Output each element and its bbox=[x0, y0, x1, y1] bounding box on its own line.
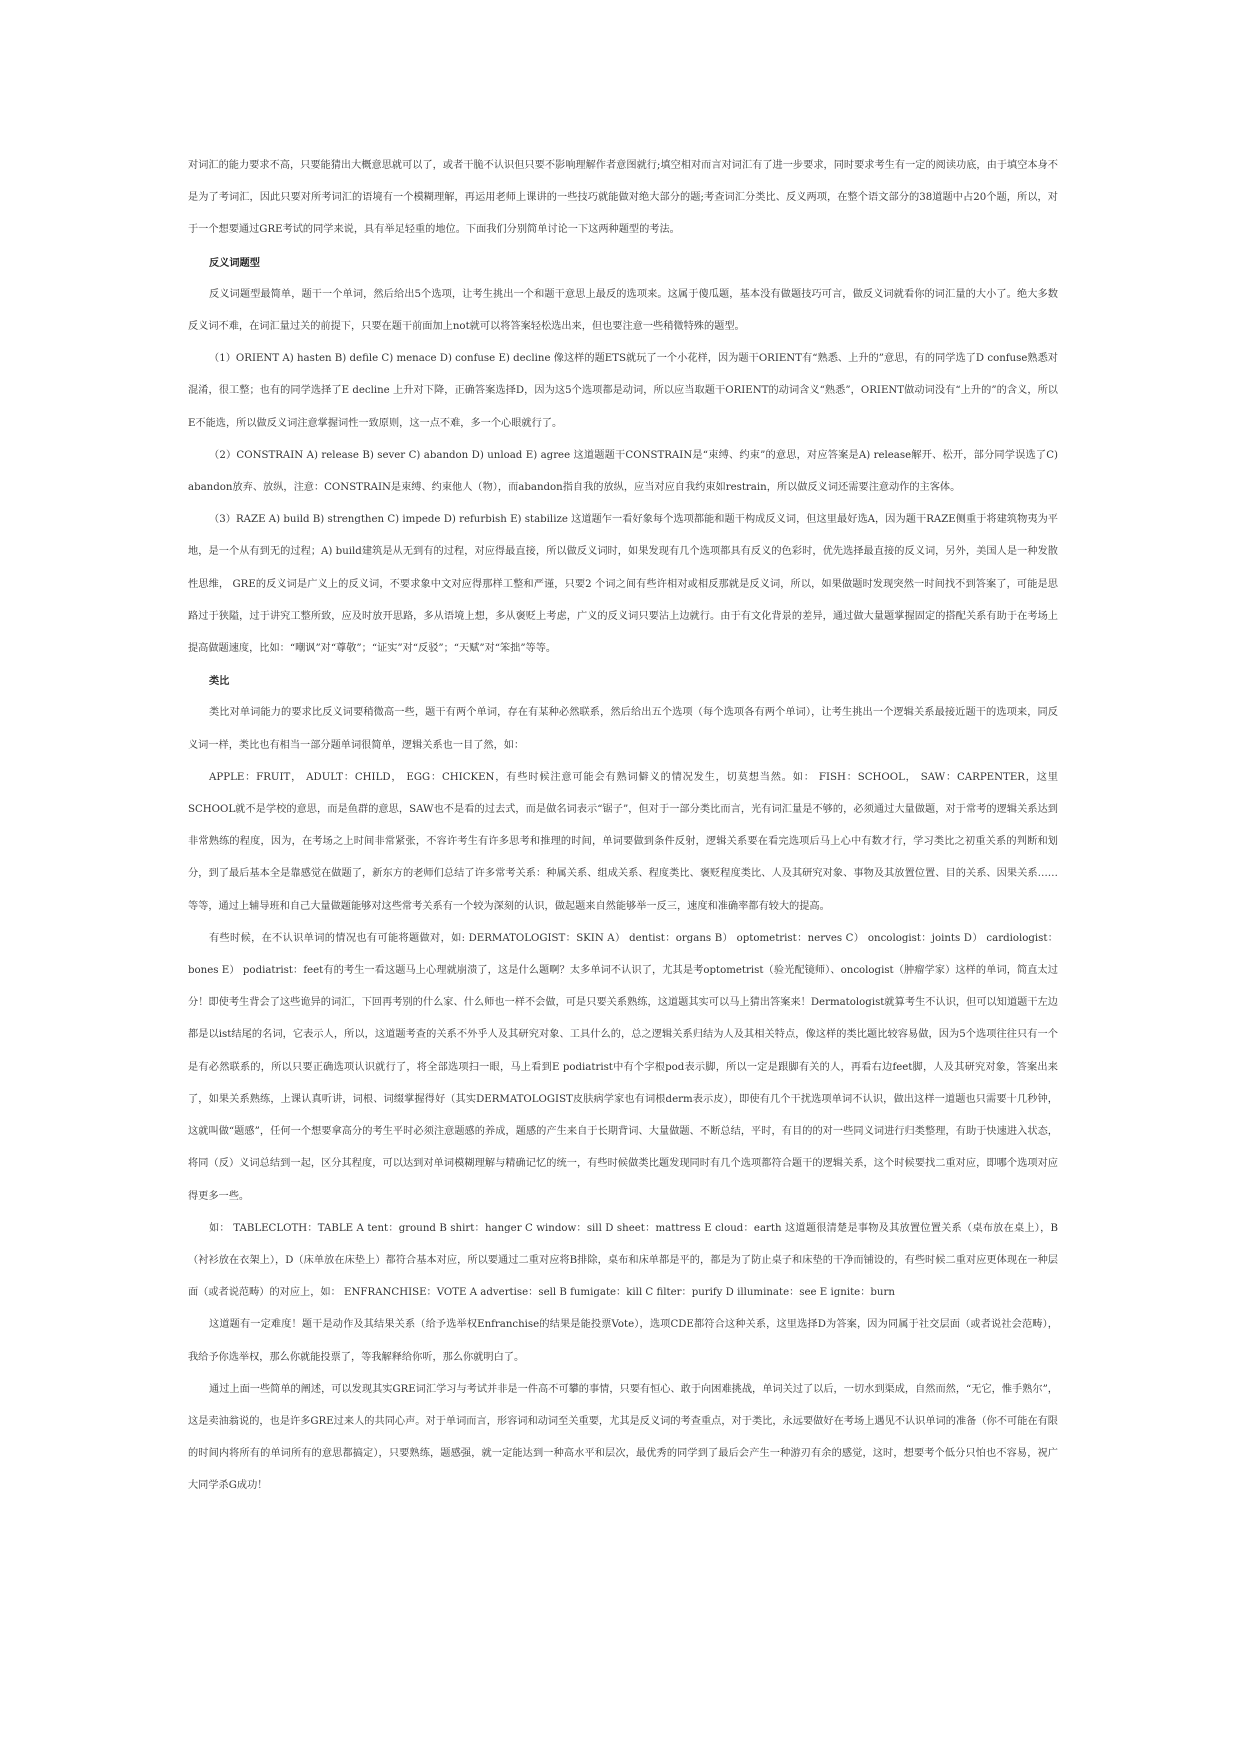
conclusion-paragraph: 通过上面一些简单的阐述，可以发现其实GRE词汇学习与考试并非是一件高不可攀的事情，只要有恒心、敢于向困难挑战，单词关过了以后，一切水到渠成，自然而然，“无它，惟手熟尔”，这是卖油翁说的，也是许多GRE过来人的共同心声。对于单词而言，形容词和动词至关重要，尤其是反义词的考查重点，对于类比，永远要做好在考场上遇见不认识单词的准备（你不可能在有限的时间内将所有的单词所有的意思都搞定），只要熟练，题感强，就一定能达到一种高水平和层次，最优秀的同学到了最后会产生一种游刃有余的感觉，这时，想要考个低分只怕也不容易，祝广大同学杀G成功！ bbox=[188, 1383, 1058, 1492]
analogy-tablecloth-paragraph: 如： TABLECLOTH：TABLE A tent：ground B shirt：hanger C window：sill D sheet：mattress E cloud：earth 这道题很清楚是事物及其放置位置关系（桌布放在桌上），B（衬衫放在衣架上），D（床单放在床垫上）都符合基本对应，所以要通过二重对应将B排除，桌布和床单都是平的，都是为了防止桌子和床垫的干净而铺设的，有些时候二重对应更体现在一种层面（或者说范畴）的对应上，如： ENFRANCHISE：VOTE A advertise：sell B fumigate：kill C filter：purify D illuminate：see E ignite：burn bbox=[188, 1222, 1058, 1299]
document-body bbox=[188, 150, 1058, 1503]
analogy-dermatologist-paragraph: 有些时候，在不认识单词的情况也有可能将题做对，如: DERMATOLOGIST：SKIN A） dentist：organs B） optometrist：nerves C） oncologist：joints D） cardiologist：bones E） podiatrist：feet有的考生一看这题马上心理就崩溃了，这是什么题啊？太多单词不认识了，尤其是考optometrist（验光配镜师）、oncologist（肿瘤学家）这样的单词，简直太过分！即使考生背会了这些诡异的词汇，下回再考别的什么家、什么师也一样不会做，可是只要关系熟练，这道题其实可以马上猜出答案来！Dermatologist就算考生不认识，但可以知道题干左边都是以ist结尾的名词，它表示人，所以，这道题考查的关系不外乎人及其研究对象、工具什么的，总之逻辑关系归结为人及其相关特点，像这样的类比题比较容易做，因为5个选项往往只有一个是有必然联系的，所以只要正确选项认识就行了，将全部选项扫一眼，马上看到E podiatrist中有个字根pod表示脚，所以一定是跟脚有关的人，再看右边feet脚，人及其研究对象，答案出来了，如果关系熟练，上课认真听讲，词根、词缀掌握得好（其实DERMATOLOGIST皮肤病学家也有词根derm表示皮），即使有几个干扰选项单词不认识，做出这样一道题也只需要十几秒钟，这就叫做“题感”，任何一个想要拿高分的考生平时必须注意题感的养成，题感的产生来自于长期背词、大量做题、不断总结，平时，有目的的对一些同义词进行归类整理，有助于快速进入状态，将同（反）义词总结到一起，区分其程度，可以达到对单词模糊理解与精确记忆的统一，有些时候做类比题发现同时有几个选项都符合题干的逻辑关系，这个时候要找二重对应，即哪个选项对应得更多一些。 bbox=[188, 932, 1058, 1202]
section-heading-analogy: 类比 bbox=[209, 675, 230, 688]
section-heading-antonym: 反义词题型 bbox=[209, 256, 260, 269]
antonym-example-1: （1）ORIENT A) hasten B) defile C) menace D) confuse E) decline 像这样的题ETS就玩了一个小花样，因为题干ORIENT有“熟悉、上升的”意思，有的同学选了D confuse熟悉对混淆，很工整；也有的同学选择了E decline 上升对下降，正确答案选择D，因为这5个选项都是动词，所以应当取题干ORIENT的动词含义“熟悉”，ORIENT做动词没有“上升的”的含义，所以E不能选，所以做反义词注意掌握词性一致原则，这一点不难，多一个心眼就行了。 bbox=[188, 353, 1058, 429]
intro-paragraph: 对词汇的能力要求不高，只要能猜出大概意思就可以了，或者干脆不认识但只要不影响理解作者意图就行;填空相对而言对词汇有了进一步要求，同时要求考生有一定的阅读功底，由于填空本身不是为了考词汇，因此只要对所考词汇的语境有一个模糊理解，再运用老师上课讲的一些技巧就能做对绝大部分的题;考查词汇分类比、反义两项，在整个语文部分的38道题中占20个题，所以，对于一个想要通过GRE考试的同学来说，具有举足轻重的地位。下面我们分别简单讨论一下这两种题型的考法。 bbox=[188, 160, 1058, 236]
antonym-example-2: （2）CONSTRAIN A) release B) sever C) abandon D) unload E) agree 这道题题干CONSTRAIN是“束缚、约束”的意思，对应答案是A) release解开、松开，部分同学误选了C) abandon放弃、放纵，注意：CONSTRAIN是束缚、约束他人（物），而abandon指自我的放纵，应当对应自我约束如restrain，所以做反义词还需要注意动作的主客体。 bbox=[188, 449, 1058, 494]
antonym-intro-paragraph: 反义词题型最简单，题干一个单词，然后给出5个选项，让考生挑出一个和题干意思上最反的选项来。这属于傻瓜题，基本没有做题技巧可言，做反义词就看你的词汇量的大小了。绝大多数反义词不难，在词汇量过关的前提下，只要在题干前面加上not就可以将答案轻松选出来，但也要注意一些稍微特殊的题型。 bbox=[188, 288, 1058, 333]
analogy-examples-paragraph: APPLE：FRUIT， ADULT：CHILD， EGG：CHICKEN，有些时候注意可能会有熟词僻义的情况发生，切莫想当然。如： FISH：SCHOOL， SAW：CARPENTER，这里SCHOOL就不是学校的意思，而是鱼群的意思，SAW也不是看的过去式，而是做名词表示“锯子”，但对于一部分类比而言，光有词汇量是不够的，必须通过大量做题，对于常考的逻辑关系达到非常熟练的程度，因为，在考场之上时间非常紧张，不容许考生有许多思考和推理的时间，单词要做到条件反射，逻辑关系要在看完选项后马上心中有数才行，学习类比之初重关系的判断和划分，到了最后基本全是靠感觉在做题了，新东方的老师们总结了许多常考关系：种属关系、组成关系、程度类比、褒贬程度类比、人及其研究对象、事物及其放置位置、目的关系、因果关系……等等，通过上辅导班和自己大量做题能够对这些常考关系有一个较为深刻的认识，做起题来自然能够举一反三，速度和准确率都有较大的提高。 bbox=[188, 771, 1058, 912]
analogy-enfranchise-paragraph: 这道题有一定难度！题干是动作及其结果关系（给予选举权Enfranchise的结果是能投票Vote），选项CDE都符合这种关系，这里选择D为答案，因为同属于社交层面（或者说社会范畴），我给予你选举权，那么你就能投票了，等我解释给你听，那么你就明白了。 bbox=[188, 1319, 1058, 1363]
antonym-example-3: （3）RAZE A) build B) strengthen C) impede D) refurbish E) stabilize 这道题乍一看好象每个选项都能和题干构成反义词，但这里最好选A，因为题干RAZE侧重于将建筑物夷为平地，是一个从有到无的过程；A) build建筑是从无到有的过程，对应得最直接，所以做反义词时，如果发现有几个选项都具有反义的色彩时，优先选择最直接的反义词，另外，美国人是一种发散性思维， GRE的反义词是广义上的反义词，不要求象中文对应得那样工整和严谨，只要2 个词之间有些许相对或相反那就是反义词，所以，如果做题时发现突然一时间找不到答案了，可能是思路过于狭隘，过于讲究工整所致，应及时放开思路，多从语境上想，多从褒贬上考虑，广义的反义词只要沾上边就行。由于有文化背景的差异，通过做大量题掌握固定的搭配关系有助于在考场上提高做题速度，比如：“嘲讽”对“尊敬”；“证实”对“反驳”；“天赋”对“笨拙”等等。 bbox=[188, 514, 1058, 655]
analogy-intro-paragraph: 类比对单词能力的要求比反义词要稍微高一些，题干有两个单词，存在有某种必然联系，然后给出五个选项（每个选项各有两个单词），让考生挑出一个逻辑关系最接近题干的选项来，同反义词一样，类比也有相当一部分题单词很简单，逻辑关系也一目了然，如： bbox=[188, 707, 1058, 751]
